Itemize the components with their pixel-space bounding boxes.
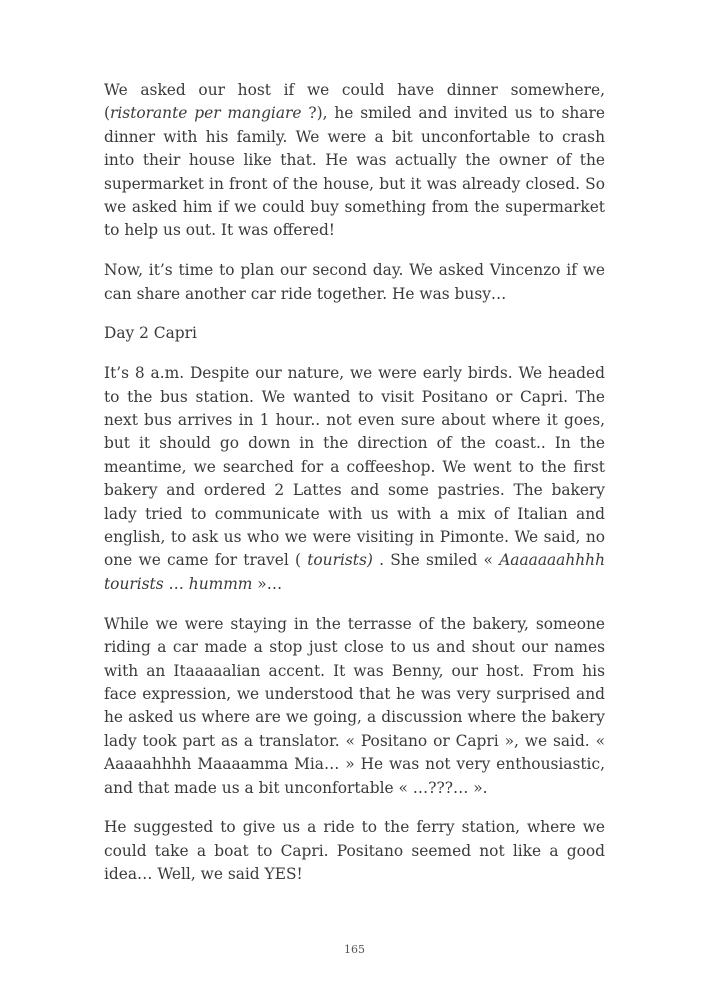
paragraph-bakery-text-2: . She smiled « [372,551,500,570]
paragraph-dinner [104,79,605,243]
paragraph-dinner-italic: ristorante per mangiare [110,104,302,123]
paragraph-bakery-text-1: It’s 8 a.m. Despite our nature, we were early birds. We headed to the bus station. We wanted to visit Positano or Capri. The next bus arrives in 1 hour.. not even sure about where it goes, but it should go down in the direction of the coast.. In the meantime, we searched for a coffeeshop. We went to the first bakery and ordered 2 Lattes and some pastries. The bakery lady tried to communicate with us with a mix of Italian and english, to ask us who we were visiting in Pimonte. We said, no one we came for travel ( [104,364,605,570]
paragraph-bakery [104,362,605,596]
page-number: 165 [344,943,365,956]
paragraph-dinner-text-2: ?), he smiled and invited us to share dinner with his family. We were a bit unconfortable to crash into their house like that. He was actually the owner of the supermarket in front of the house, but it was already closed. So we asked him if we could buy something from the supermarket to help us out. It was offered! [104,104,605,240]
body-text [104,79,605,903]
section-heading-day-2: Day 2 Capri [104,324,197,343]
paragraph-ferry: He suggested to give us a ride to the ferry station, where we could take a boat to Capri. Positano seemed not like a good idea… Well, we said YES! [104,818,605,884]
paragraph-dinner-text-1: We asked our host if we could have dinner somewhere, ( [104,81,605,123]
paragraph-terrasse: While we were staying in the terrasse of the bakery, someone riding a car made a stop just close to us and shout our names with an Itaaaaalian accent. It was Benny, our host. From his face expression, we understood that he was very surprised and he asked us where are we going, a discussion where the bakery lady took part as a translator. « Positano or Capri », we said. « Aaaaahhhh Maaaamma Mia… » He was not very enthousiastic, and that made us a bit unconfortable « …???… ». [104,614,605,797]
paragraph-bakery-text-3: »… [252,574,283,593]
paragraph-second-day: Now, it’s time to plan our second day. We asked Vincenzo if we can share another car ride together. He was busy… [104,261,605,303]
paragraph-bakery-italic-1: tourists) [307,551,373,570]
paragraph-bakery-italic-2: Aaaaaaahhhh tourists … hummm [104,551,606,593]
